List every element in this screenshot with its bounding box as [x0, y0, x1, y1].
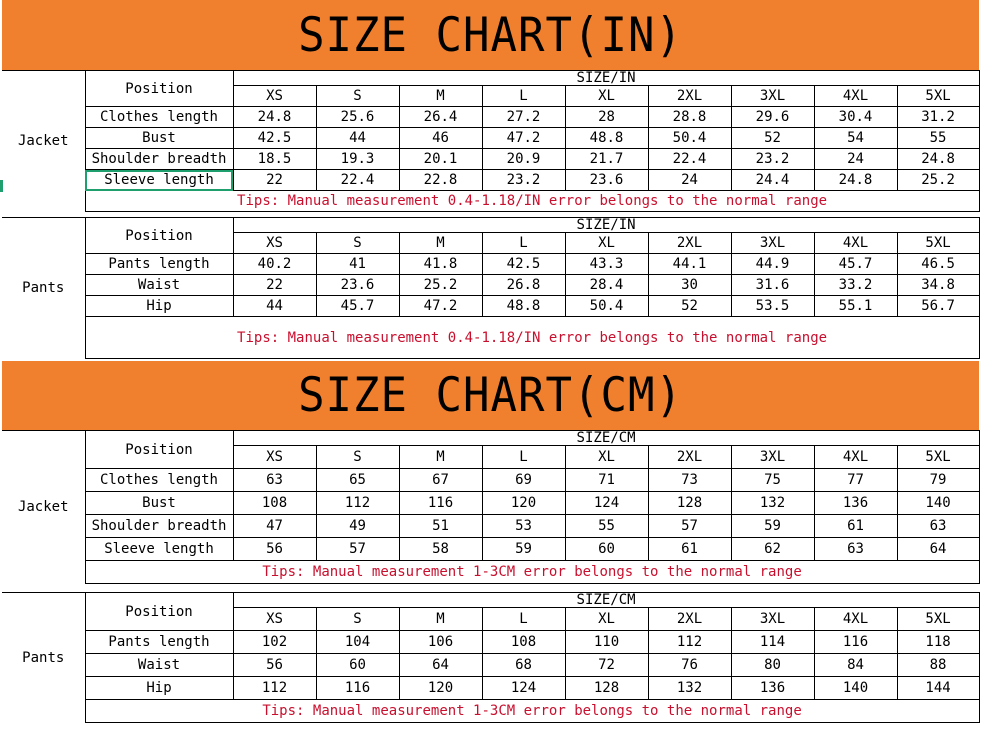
value-cell[interactable]: 26.8: [482, 275, 565, 296]
value-cell[interactable]: 116: [399, 492, 482, 515]
value-cell[interactable]: 102: [233, 631, 316, 654]
row-label[interactable]: Clothes length: [85, 469, 233, 492]
row-label[interactable]: Waist: [85, 654, 233, 677]
cm-pants-table: [2, 592, 980, 723]
value-cell[interactable]: 41.8: [399, 254, 482, 275]
value-cell[interactable]: 44.9: [731, 254, 814, 275]
value-cell[interactable]: 45.7: [814, 254, 897, 275]
value-cell[interactable]: 112: [648, 631, 731, 654]
tip-row: [2, 561, 979, 584]
table-row: [2, 170, 979, 191]
table-row: [2, 654, 979, 677]
size-name-m: M: [399, 86, 482, 107]
table-row: [2, 296, 979, 317]
in-jacket-table: [2, 70, 980, 212]
value-cell[interactable]: 114: [731, 631, 814, 654]
value-cell[interactable]: 19.3: [316, 149, 399, 170]
value-cell[interactable]: 56: [233, 538, 316, 561]
value-cell[interactable]: 28.4: [565, 275, 648, 296]
value-cell[interactable]: 75: [731, 469, 814, 492]
position-header: Position: [85, 71, 233, 107]
value-cell[interactable]: 132: [731, 492, 814, 515]
table-row: [2, 128, 979, 149]
value-cell[interactable]: 64: [897, 538, 979, 561]
value-cell[interactable]: 124: [482, 677, 565, 700]
row-label[interactable]: Waist: [85, 275, 233, 296]
value-cell[interactable]: 104: [316, 631, 399, 654]
value-cell[interactable]: 30.4: [814, 107, 897, 128]
size-header-row: [2, 431, 979, 446]
table-row: [2, 538, 979, 561]
value-cell[interactable]: 44.1: [648, 254, 731, 275]
value-cell[interactable]: 23.6: [565, 170, 648, 191]
size-name-l: L: [482, 446, 565, 469]
size-name-s: S: [316, 446, 399, 469]
value-cell[interactable]: 49: [316, 515, 399, 538]
value-cell[interactable]: 56.7: [897, 296, 979, 317]
value-cell[interactable]: 63: [897, 515, 979, 538]
value-cell[interactable]: 45.7: [316, 296, 399, 317]
in-chart-title: SIZE CHART(IN): [298, 7, 683, 63]
value-cell[interactable]: 64: [399, 654, 482, 677]
value-cell[interactable]: 44: [316, 128, 399, 149]
size-name-xl: XL: [565, 233, 648, 254]
value-cell[interactable]: 128: [648, 492, 731, 515]
size-unit-header: SIZE/IN: [233, 218, 979, 233]
value-cell[interactable]: 55.1: [814, 296, 897, 317]
value-cell[interactable]: 18.5: [233, 149, 316, 170]
value-cell[interactable]: 20.9: [482, 149, 565, 170]
size-name-s: S: [316, 86, 399, 107]
value-cell[interactable]: 116: [316, 677, 399, 700]
size-name-m: M: [399, 608, 482, 631]
value-cell[interactable]: 68: [482, 654, 565, 677]
size-name-4xl: 4XL: [814, 446, 897, 469]
row-label[interactable]: Shoulder breadth: [85, 515, 233, 538]
value-cell[interactable]: 27.2: [482, 107, 565, 128]
value-cell[interactable]: 31.6: [731, 275, 814, 296]
value-cell[interactable]: 136: [731, 677, 814, 700]
size-header-row: [2, 593, 979, 608]
value-cell[interactable]: 55: [897, 128, 979, 149]
value-cell[interactable]: 33.2: [814, 275, 897, 296]
value-cell[interactable]: 28.8: [648, 107, 731, 128]
value-cell[interactable]: 112: [316, 492, 399, 515]
cm-chart-title: SIZE CHART(CM): [298, 367, 683, 424]
value-cell[interactable]: 22.4: [316, 170, 399, 191]
size-header-row: [2, 218, 979, 233]
value-cell[interactable]: 25.6: [316, 107, 399, 128]
group-label-cell: Jacket: [2, 71, 85, 212]
cm-jacket-table: [2, 430, 980, 584]
value-cell[interactable]: 110: [565, 631, 648, 654]
size-name-2xl: 2XL: [648, 446, 731, 469]
row-label[interactable]: Pants length: [85, 631, 233, 654]
value-cell[interactable]: 22.8: [399, 170, 482, 191]
size-name-xs: XS: [233, 86, 316, 107]
size-name-2xl: 2XL: [648, 608, 731, 631]
size-name-xl: XL: [565, 446, 648, 469]
value-cell[interactable]: 106: [399, 631, 482, 654]
value-cell[interactable]: 88: [897, 654, 979, 677]
tip-text: Tips: Manual measurement 1-3CM error belongs to the normal range: [85, 561, 979, 584]
value-cell[interactable]: 59: [731, 515, 814, 538]
value-cell[interactable]: 71: [565, 469, 648, 492]
table-row: [2, 631, 979, 654]
value-cell[interactable]: 22: [233, 170, 316, 191]
value-cell[interactable]: 132: [648, 677, 731, 700]
size-name-m: M: [399, 446, 482, 469]
value-cell[interactable]: 22: [233, 275, 316, 296]
position-header: Position: [85, 593, 233, 631]
value-cell[interactable]: 20.1: [399, 149, 482, 170]
size-name-5xl: 5XL: [897, 608, 979, 631]
value-cell[interactable]: 76: [648, 654, 731, 677]
value-cell[interactable]: 23.6: [316, 275, 399, 296]
value-cell[interactable]: 54: [814, 128, 897, 149]
value-cell[interactable]: 28: [565, 107, 648, 128]
size-name-2xl: 2XL: [648, 233, 731, 254]
value-cell[interactable]: 140: [897, 492, 979, 515]
size-name-4xl: 4XL: [814, 233, 897, 254]
row-label[interactable]: Pants length: [85, 254, 233, 275]
value-cell[interactable]: 21.7: [565, 149, 648, 170]
row-label[interactable]: Bust: [85, 492, 233, 515]
value-cell[interactable]: 47: [233, 515, 316, 538]
value-cell[interactable]: 42.5: [233, 128, 316, 149]
value-cell[interactable]: 61: [648, 538, 731, 561]
size-header-row: [2, 71, 979, 86]
value-cell[interactable]: 24.8: [233, 107, 316, 128]
value-cell[interactable]: 40.2: [233, 254, 316, 275]
size-name-5xl: 5XL: [897, 86, 979, 107]
value-cell[interactable]: 62: [731, 538, 814, 561]
value-cell[interactable]: 29.6: [731, 107, 814, 128]
in-title-band: [2, 0, 979, 70]
value-cell[interactable]: 112: [233, 677, 316, 700]
value-cell[interactable]: 30: [648, 275, 731, 296]
size-name-xs: XS: [233, 233, 316, 254]
size-name-xl: XL: [565, 86, 648, 107]
tip-row: [2, 700, 979, 723]
tip-text: Tips: Manual measurement 0.4-1.18/IN error belongs to the normal range: [85, 317, 979, 359]
size-name-3xl: 3XL: [731, 86, 814, 107]
table-row: [2, 492, 979, 515]
value-cell[interactable]: 24.8: [814, 170, 897, 191]
value-cell[interactable]: 41: [316, 254, 399, 275]
value-cell[interactable]: 52: [648, 296, 731, 317]
size-name-3xl: 3XL: [731, 608, 814, 631]
size-name-5xl: 5XL: [897, 233, 979, 254]
value-cell[interactable]: 46: [399, 128, 482, 149]
value-cell[interactable]: 51: [399, 515, 482, 538]
value-cell[interactable]: 118: [897, 631, 979, 654]
value-cell[interactable]: 124: [565, 492, 648, 515]
value-cell[interactable]: 69: [482, 469, 565, 492]
value-cell[interactable]: 61: [814, 515, 897, 538]
value-cell[interactable]: 47.2: [482, 128, 565, 149]
value-cell[interactable]: 50.4: [648, 128, 731, 149]
size-name-xl: XL: [565, 608, 648, 631]
value-cell[interactable]: 48.8: [482, 296, 565, 317]
value-cell[interactable]: 79: [897, 469, 979, 492]
row-label[interactable]: Sleeve length: [85, 170, 233, 191]
value-cell[interactable]: 48.8: [565, 128, 648, 149]
value-cell[interactable]: 120: [399, 677, 482, 700]
value-cell[interactable]: 57: [316, 538, 399, 561]
size-name-4xl: 4XL: [814, 86, 897, 107]
position-header: Position: [85, 431, 233, 469]
tip-text: Tips: Manual measurement 1-3CM error belongs to the normal range: [85, 700, 979, 723]
value-cell[interactable]: 84: [814, 654, 897, 677]
value-cell[interactable]: 22.4: [648, 149, 731, 170]
group-label-cell: Pants: [2, 218, 85, 359]
value-cell[interactable]: 58: [399, 538, 482, 561]
value-cell[interactable]: 60: [565, 538, 648, 561]
value-cell[interactable]: 44: [233, 296, 316, 317]
value-cell[interactable]: 57: [648, 515, 731, 538]
row-label[interactable]: Bust: [85, 128, 233, 149]
table-row: [2, 149, 979, 170]
size-name-m: M: [399, 233, 482, 254]
row-label[interactable]: Clothes length: [85, 107, 233, 128]
value-cell[interactable]: 55: [565, 515, 648, 538]
value-cell[interactable]: 31.2: [897, 107, 979, 128]
row-label[interactable]: Hip: [85, 296, 233, 317]
value-cell[interactable]: 52: [731, 128, 814, 149]
cm-title-band: [2, 361, 979, 430]
value-cell[interactable]: 120: [482, 492, 565, 515]
value-cell[interactable]: 63: [814, 538, 897, 561]
size-name-s: S: [316, 608, 399, 631]
size-name-2xl: 2XL: [648, 86, 731, 107]
table-row: [2, 469, 979, 492]
value-cell[interactable]: 80: [731, 654, 814, 677]
size-name-l: L: [482, 608, 565, 631]
value-cell[interactable]: 25.2: [399, 275, 482, 296]
value-cell[interactable]: 108: [233, 492, 316, 515]
size-name-5xl: 5XL: [897, 446, 979, 469]
table-row: [2, 677, 979, 700]
group-label-cell: Pants: [2, 593, 85, 723]
value-cell[interactable]: 59: [482, 538, 565, 561]
row-label[interactable]: Sleeve length: [85, 538, 233, 561]
value-cell[interactable]: 34.8: [897, 275, 979, 296]
size-name-l: L: [482, 86, 565, 107]
position-header: Position: [85, 218, 233, 254]
value-cell[interactable]: 56: [233, 654, 316, 677]
value-cell[interactable]: 53.5: [731, 296, 814, 317]
value-cell[interactable]: 23.2: [482, 170, 565, 191]
value-cell[interactable]: 77: [814, 469, 897, 492]
value-cell[interactable]: 72: [565, 654, 648, 677]
in-pants-table: [2, 217, 980, 359]
value-cell[interactable]: 50.4: [565, 296, 648, 317]
size-name-4xl: 4XL: [814, 608, 897, 631]
value-cell[interactable]: 25.2: [897, 170, 979, 191]
table-row: [2, 107, 979, 128]
row-label[interactable]: Shoulder breadth: [85, 149, 233, 170]
value-cell[interactable]: 24.8: [897, 149, 979, 170]
size-unit-header: SIZE/CM: [233, 431, 979, 446]
value-cell[interactable]: 73: [648, 469, 731, 492]
value-cell[interactable]: 43.3: [565, 254, 648, 275]
value-cell[interactable]: 140: [814, 677, 897, 700]
size-unit-header: SIZE/IN: [233, 71, 979, 86]
size-unit-header: SIZE/CM: [233, 593, 979, 608]
tip-text: Tips: Manual measurement 0.4-1.18/IN error belongs to the normal range: [85, 191, 979, 212]
size-name-l: L: [482, 233, 565, 254]
table-row: [2, 254, 979, 275]
value-cell[interactable]: 46.5: [897, 254, 979, 275]
value-cell[interactable]: 23.2: [731, 149, 814, 170]
value-cell[interactable]: 128: [565, 677, 648, 700]
value-cell[interactable]: 108: [482, 631, 565, 654]
size-name-xs: XS: [233, 446, 316, 469]
value-cell[interactable]: 65: [316, 469, 399, 492]
value-cell[interactable]: 63: [233, 469, 316, 492]
size-name-3xl: 3XL: [731, 233, 814, 254]
tip-row: [2, 191, 979, 212]
value-cell[interactable]: 53: [482, 515, 565, 538]
table-row: [2, 275, 979, 296]
row-label[interactable]: Hip: [85, 677, 233, 700]
value-cell[interactable]: 60: [316, 654, 399, 677]
size-name-3xl: 3XL: [731, 446, 814, 469]
value-cell[interactable]: 47.2: [399, 296, 482, 317]
size-name-xs: XS: [233, 608, 316, 631]
size-name-s: S: [316, 233, 399, 254]
tip-row: [2, 317, 979, 359]
group-label-cell: Jacket: [2, 431, 85, 584]
value-cell[interactable]: 24.4: [731, 170, 814, 191]
value-cell[interactable]: 144: [897, 677, 979, 700]
value-cell[interactable]: 24: [648, 170, 731, 191]
value-cell[interactable]: 67: [399, 469, 482, 492]
table-row: [2, 515, 979, 538]
value-cell[interactable]: 42.5: [482, 254, 565, 275]
value-cell[interactable]: 136: [814, 492, 897, 515]
value-cell[interactable]: 116: [814, 631, 897, 654]
value-cell[interactable]: 24: [814, 149, 897, 170]
value-cell[interactable]: 26.4: [399, 107, 482, 128]
